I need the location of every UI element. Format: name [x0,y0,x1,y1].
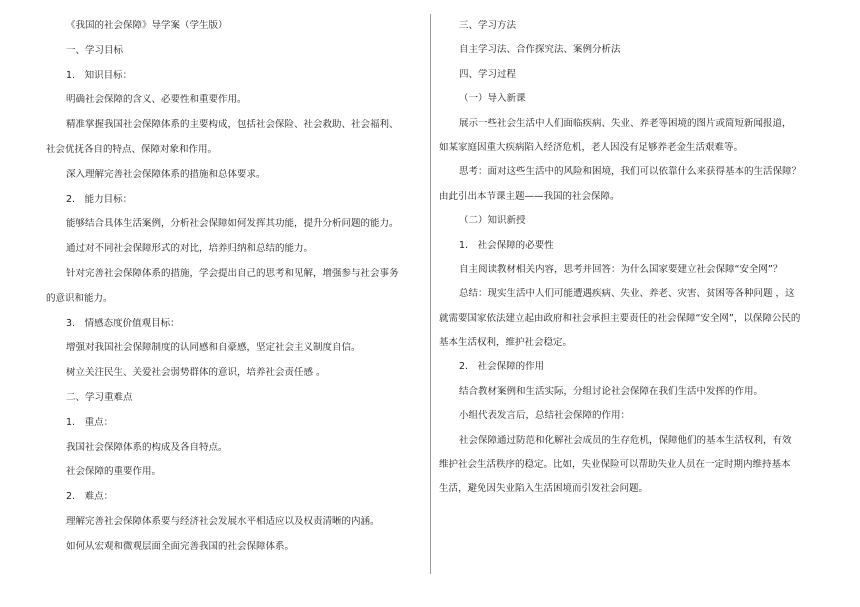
text-line: 1. 社会保障的必要性 [459,239,554,251]
text-line: 如何从宏观和微观层面全面完善我国的社会保障体系。 [66,540,295,552]
text-line: 如某家庭因重大疾病陷入经济危机，老人因没有足够养老金生活艰难等。 [439,141,744,153]
text-line: 我国社会保障体系的构成及各自特点。 [66,441,228,453]
text-line: 深入理解完善社会保障体系的措施和总体要求。 [66,168,266,180]
text-line: 2. 社会保障的作用 [459,361,545,373]
text-line: 思考：面对这些生活中的风险和困境，我们可以依靠什么来获得基本的生活保障？ [459,166,802,178]
text-line: 二、学习重难点 [66,391,133,403]
text-line: （二）知识新授 [459,215,526,227]
text-line: 明确社会保障的含义、必要性和重要作用。 [66,94,247,106]
text-line: 生活，避免因失业陷入生活困境而引发社会问题。 [439,483,649,495]
text-line: 自主阅读教材相关内容，思考并回答：为什么国家要建立社会保障“安全网”？ [459,263,783,275]
text-line: 一、学习目标 [66,44,124,56]
text-line: 由此引出本节课主题——我国的社会保障。 [439,190,620,202]
left-column [46,20,420,566]
text-line: 维护社会生活秩序的稳定。比如，失业保险可以帮助失业人员在一定时期内维持基本 [439,459,791,471]
text-line: 树立关注民生、关爱社会弱势群体的意识，培养社会责任感 。 [66,367,326,379]
text-line: 1. 知识目标： [66,69,133,81]
text-line: 3. 情感态度价值观目标： [66,317,180,329]
text-line: 基本生活权利，维护社会稳定。 [439,337,573,349]
text-line: 就需要国家依法建立起由政府和社会承担主要责任的社会保障“安全网”，以保障公民的 [439,312,801,324]
column-divider [430,14,431,574]
text-line: 总结：现实生活中人们可能遭遇疾病、失业、养老、灾害、贫困等各种问题 ，这 [459,288,795,300]
text-line: 能够结合具体生活案例，分析社会保障如何发挥其功能，提升分析问题的能力。 [66,218,399,230]
text-line: 1. 重点： [66,416,114,428]
text-line: 增强对我国社会保障制度的认同感和自豪感，坚定社会主义制度自信。 [66,342,361,354]
text-line: 四、学习过程 [459,68,517,80]
text-line: （一）导入新课 [459,93,526,105]
text-line: 理解完善社会保障体系要与经济社会发展水平相适应以及权责清晰的内涵。 [66,515,380,527]
text-line: 2. 难点： [66,491,114,503]
text-line: 三、学习方法 [459,20,517,31]
text-line: 社会优抚各自的特点、保障对象和作用。 [46,143,218,155]
text-line: 的意识和能力。 [46,292,113,304]
text-line: 展示一些社会生活中人们面临疾病、失业、养老等困境的图片或简短新闻报道， [459,117,792,129]
text-line: 结合教材案例和生活实际，分组讨论社会保障在我们生活中发挥的作用。 [459,385,764,397]
text-line: 社会保障的重要作用。 [66,466,162,478]
text-line: 《我国的社会保障》导学案（学生版） [66,20,228,31]
text-line: 针对完善社会保障体系的措施，学会提出自己的思考和见解，增强参与社会事务 [66,267,399,279]
text-line: 2. 能力目标： [66,193,133,205]
text-line: 社会保障通过防范和化解社会成员的生存危机，保障他们的基本生活权利，有效 [459,434,792,446]
text-line: 通过对不同社会保障形式的对比，培养归纳和总结的能力。 [66,243,314,255]
text-line: 小组代表发言后，总结社会保障的作用： [459,410,631,422]
right-column [439,20,817,508]
text-line: 自主学习法、合作探究法、案例分析法 [459,44,621,56]
text-line: 精准掌握我国社会保障体系的主要构成，包括社会保险、社会救助、社会福利、 [66,119,399,131]
